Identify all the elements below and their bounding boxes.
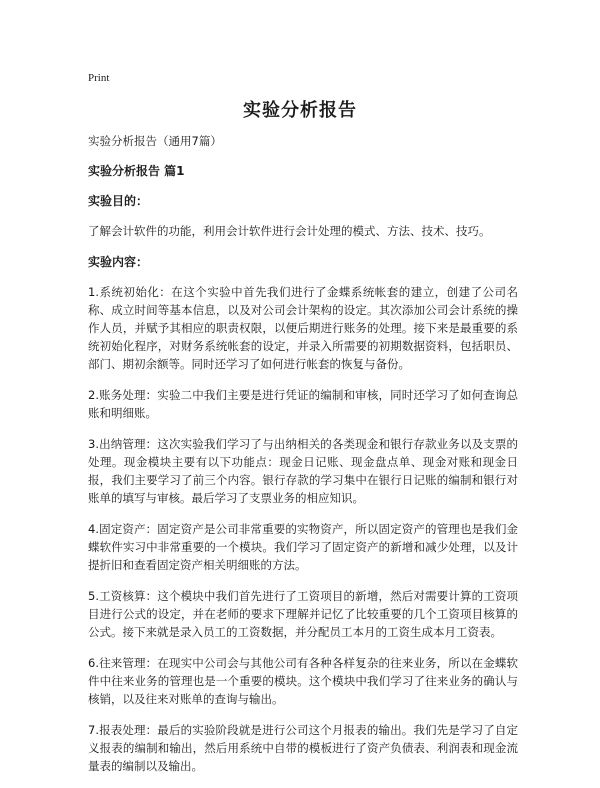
paragraph: 5.工资核算：这个模块中我们首先进行了工资项目的新增，然后对需要计算的工资项目进行公式的设定，并在老师的要求下理解并记忆了比较重要的几个工资项目核算的公式。接下来就是录入员工的工资数据，并分配员工本月的工资生成本月工资表。 xyxy=(88,589,518,639)
paragraph: 3.出纳管理：这次实验我们学习了与出纳相关的各类现金和银行存款业务以及支票的处理。现金模块主要有以下功能点：现金日记账、现金盘点单、现金对账和现金日报，我们主要学习了前三个内容。银行存款的学习集中在银行日记账的编制和银行对账单的填写与审核。最后学习了支票业务的相应知识。 xyxy=(88,437,518,505)
paragraph: 1.系统初始化：在这个实验中首先我们进行了金蝶系统帐套的建立，创建了公司名称、成立时间等基本信息，以及对公司会计架构的设定。其次添加公司会计系统的操作人员，并赋予其相应的职责权限，以便后期进行账务的处理。接下来是最重要的系统初始化程序，对财务系统帐套的设定，并录入所需要的初期数据资料，包括职员、部门、期初余额等。同时还学习了如何进行帐套的恢复与备份。 xyxy=(88,285,518,371)
document-body xyxy=(88,132,518,788)
content-heading: 实验内容： xyxy=(88,255,149,269)
section-heading: 实验分析报告 篇1 xyxy=(88,164,185,178)
paragraph: 4.固定资产：固定资产是公司非常重要的实物资产，所以固定资产的管理也是我们金蝶软件实习中非常重要的一个模块。我们学习了固定资产的新增和减少处理，以及计提折旧和查看固定资产相关明细账的方法。 xyxy=(88,522,518,572)
paragraph: 2.账务处理：实验二中我们主要是进行凭证的编制和审核，同时还学习了如何查询总账和明细账。 xyxy=(88,388,518,420)
paragraph: 7.报表处理：最后的实验阶段就是进行公司这个月报表的输出。我们先是学习了自定义报表的编制和输出，然后用系统中自带的模板进行了资产负债表、利润表和现金流量表的编制以及输出。 xyxy=(88,723,518,773)
subtitle: 实验分析报告（通用7篇） xyxy=(88,134,222,148)
paragraph: 6.往来管理：在现实中公司会与其他公司有各种各样复杂的往来业务，所以在金蝶软件中往来业务的管理也是一个重要的模块。这个模块中我们学习了往来业务的确认与核销，以及往来对账单的查询与输出。 xyxy=(88,656,518,706)
page-title: 实验分析报告 xyxy=(243,100,357,121)
purpose-text: 了解会计软件的功能，利用会计软件进行会计处理的模式、方法、技术、技巧。 xyxy=(88,224,491,238)
print-link[interactable]: Print xyxy=(88,72,110,84)
purpose-heading: 实验目的： xyxy=(88,194,149,208)
